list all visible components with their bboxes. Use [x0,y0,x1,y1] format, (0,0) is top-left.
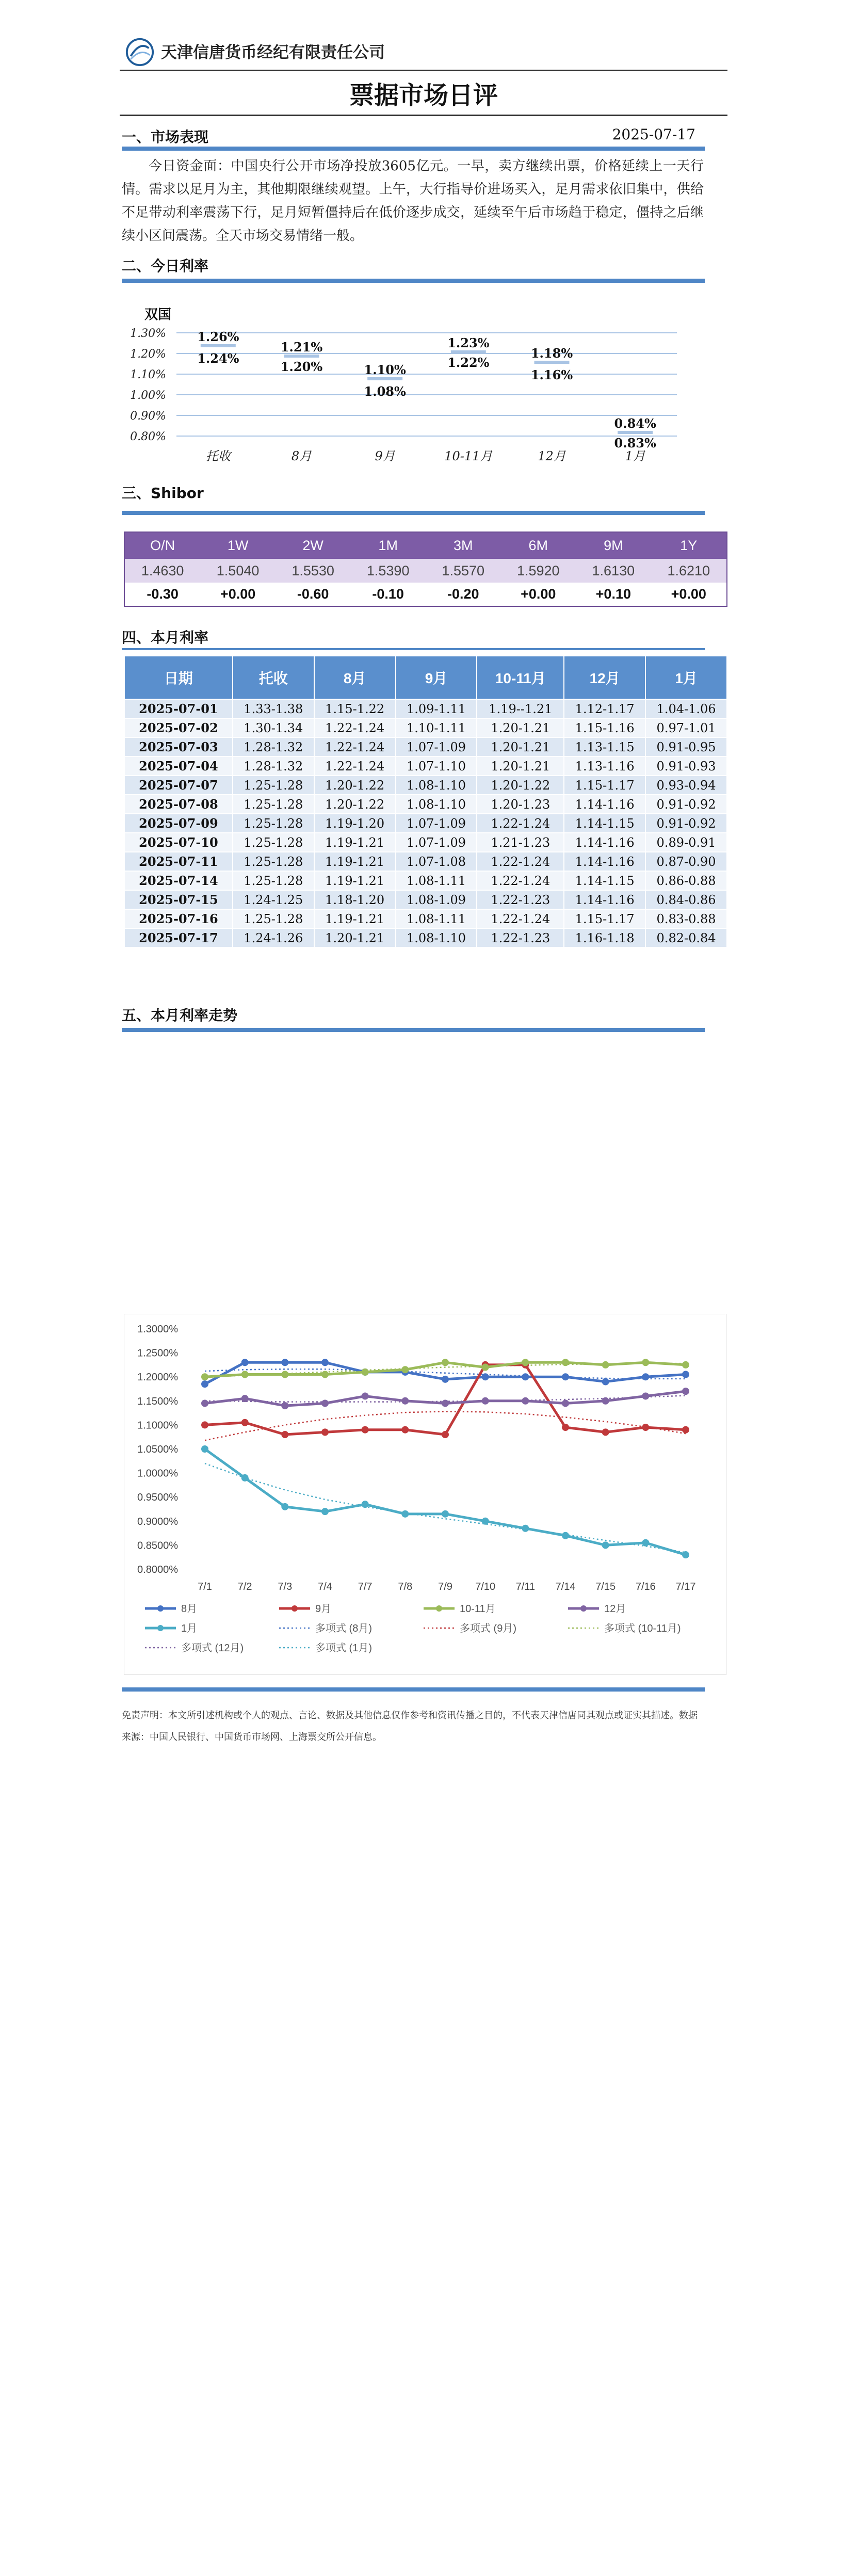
table-cell: 1.22-1.24 [314,737,396,756]
company-logo-icon [125,37,155,67]
data-point [401,1366,409,1373]
table-cell: 1.33-1.38 [233,699,314,718]
rate-low-label: 1.24% [197,351,239,366]
table-cell: 1.22-1.24 [314,756,396,776]
table-row [124,871,727,890]
table-cell: 1.22-1.24 [477,909,564,928]
table-cell: 1.07-1.09 [396,814,477,833]
legend-marker [157,1625,164,1631]
x-tick-label: 7/1 [198,1581,212,1592]
series-line [205,1449,686,1555]
data-point [442,1376,449,1383]
column-header: 9月 [396,656,477,699]
legend-label: 12月 [604,1603,626,1615]
table-cell: 1.19-1.21 [314,852,396,871]
table-cell: 1.08-1.10 [396,928,477,947]
table-cell: 0.89-0.91 [645,833,727,852]
table-cell: 1.22-1.23 [477,928,564,947]
trend-chart [124,1314,727,1676]
category-label: 12月 [538,449,566,463]
data-point [241,1474,249,1482]
section-heading-trend: 五、本月利率走势 [122,1007,238,1024]
x-tick-label: 7/16 [635,1581,656,1592]
table-cell: 1.20-1.22 [314,795,396,814]
table-cell: 1.13-1.16 [564,756,645,776]
legend-marker [157,1605,164,1612]
data-point [321,1359,329,1366]
table-cell-date: 2025-07-07 [124,776,233,795]
table-cell: 1.25-1.28 [233,795,314,814]
shibor-change: -0.30 [124,583,200,606]
x-tick-label: 7/14 [555,1581,576,1592]
table-cell: 1.07-1.10 [396,756,477,776]
data-point [482,1364,489,1371]
data-point [442,1431,449,1438]
table-cell: 0.86-0.88 [645,871,727,890]
category-label: 8月 [291,449,312,463]
table-row [124,890,727,909]
section-divider [122,279,705,283]
category-label: 10-11月 [444,449,493,463]
legend-label: 多项式 (9月) [460,1623,516,1634]
y-tick-label: 0.8500% [137,1540,178,1552]
data-point [201,1445,208,1453]
data-point [321,1371,329,1378]
table-row [124,718,727,737]
table-cell-date: 2025-07-14 [124,871,233,890]
data-point [602,1378,609,1386]
monthly-rate-table [124,655,727,948]
data-point [321,1508,329,1515]
table-row [124,852,727,871]
section-heading-today-rates: 二、今日利率 [122,257,209,275]
column-header: 10-11月 [477,656,564,699]
data-point [241,1419,249,1426]
shibor-change: -0.60 [276,583,351,606]
legend-label: 10-11月 [460,1603,496,1615]
table-cell-date: 2025-07-09 [124,814,233,833]
table-cell: 1.09-1.11 [396,699,477,718]
y-tick-label: 1.20% [130,348,166,361]
data-point [522,1373,529,1380]
monthly-table-body [124,699,727,947]
table-cell: 1.20-1.21 [477,756,564,776]
shibor-term: 1W [200,532,276,559]
legend-label: 多项式 (12月) [181,1643,244,1654]
legend-marker [292,1605,298,1612]
table-cell: 1.08-1.10 [396,795,477,814]
data-point [281,1431,288,1438]
table-cell: 1.19-1.21 [314,833,396,852]
table-cell: 1.12-1.17 [564,699,645,718]
y-tick-label: 1.1000% [137,1420,178,1431]
table-cell-date: 2025-07-08 [124,795,233,814]
data-point [642,1359,649,1366]
table-cell: 1.19-1.21 [314,871,396,890]
rate-low-label: 1.16% [530,367,573,382]
today-rate-chart [120,299,692,470]
rate-low-label: 1.08% [364,384,406,399]
shibor-term-row [124,532,727,559]
shibor-value: 1.5920 [501,559,576,583]
data-point [682,1361,689,1369]
rate-range-bar [618,431,653,434]
table-cell: 1.10-1.11 [396,718,477,737]
report-date: 2025-07-17 [612,126,695,143]
table-cell: 1.25-1.28 [233,871,314,890]
trend-chart-frame [124,1314,726,1675]
legend-marker [436,1605,442,1612]
rate-range-bar [451,350,486,353]
y-tick-label: 1.2000% [137,1372,178,1383]
report-header [120,32,727,71]
data-point [562,1399,569,1407]
table-cell: 1.24-1.25 [233,890,314,909]
table-cell: 1.07-1.09 [396,833,477,852]
section-heading-market: 一、市场表现 [122,128,209,146]
table-cell: 1.25-1.28 [233,833,314,852]
y-tick-label: 1.10% [130,368,166,381]
table-cell: 1.13-1.15 [564,737,645,756]
legend-label: 多项式 (8月) [315,1623,372,1634]
data-point [201,1373,208,1380]
rate-low-label: 1.22% [447,355,490,370]
table-cell: 0.87-0.90 [645,852,727,871]
company-name: 天津信唐货币经纪有限责任公司 [161,43,385,62]
x-tick-label: 7/2 [237,1581,252,1592]
shibor-value: 1.6210 [651,559,727,583]
x-tick-label: 7/10 [475,1581,496,1592]
column-header: 日期 [124,656,233,699]
table-cell: 1.22-1.24 [477,814,564,833]
table-row [124,756,727,776]
data-point [241,1395,249,1402]
table-cell-date: 2025-07-04 [124,756,233,776]
data-point [482,1397,489,1405]
market-commentary: 今日资金面：中国央行公开市场净投放3605亿元。一早，卖方继续出票，价格延续上一天行情。需求以足月为主，其他期限继续观望。上午，大行指导价进场买入，足月需求依旧集中，供给不足带动利率震荡下行，足月短暂僵持后在低价逐步成交，延续至午后市场趋于稳定，僵持之后继续小区间震荡。全天市场交易情绪一般。 [122,158,704,244]
rate-range-bar [201,344,236,347]
shibor-table [124,532,727,607]
y-tick-label: 1.0500% [137,1444,178,1455]
shibor-change: -0.10 [350,583,426,606]
column-header: 托收 [233,656,314,699]
data-point [642,1539,649,1547]
shibor-change: +0.10 [576,583,651,606]
section-heading-shibor: 三、Shibor [122,485,204,502]
table-cell: 1.07-1.09 [396,737,477,756]
table-cell: 1.19-1.21 [314,909,396,928]
data-point [281,1402,288,1409]
data-point [602,1541,609,1549]
table-cell: 1.25-1.28 [233,814,314,833]
data-point [321,1399,329,1407]
table-cell: 1.19-1.20 [314,814,396,833]
shibor-term: 6M [501,532,576,559]
rate-high-label: 0.84% [614,416,656,431]
x-tick-label: 7/7 [358,1581,373,1592]
shibor-change: +0.00 [501,583,576,606]
column-header: 1月 [645,656,727,699]
table-cell: 1.19--1.21 [477,699,564,718]
table-cell: 0.91-0.92 [645,795,727,814]
table-cell: 1.25-1.28 [233,852,314,871]
shibor-term: 1M [350,532,426,559]
data-point [562,1532,569,1539]
table-cell: 1.25-1.28 [233,776,314,795]
table-cell-date: 2025-07-10 [124,833,233,852]
shibor-term: 3M [426,532,501,559]
data-point [642,1373,649,1380]
section-divider [122,1687,705,1692]
table-cell: 1.20-1.22 [477,776,564,795]
table-cell: 1.04-1.06 [645,699,727,718]
data-point [682,1388,689,1395]
shibor-term: O/N [124,532,200,559]
table-row [124,699,727,718]
table-cell-date: 2025-07-17 [124,928,233,947]
table-row [124,833,727,852]
data-point [562,1424,569,1431]
section-divider [122,1028,705,1032]
table-cell: 1.18-1.20 [314,890,396,909]
legend-label: 多项式 (10-11月) [604,1623,681,1634]
table-cell: 1.20-1.21 [314,928,396,947]
data-point [401,1426,409,1434]
x-tick-label: 7/15 [595,1581,616,1592]
table-cell: 1.21-1.23 [477,833,564,852]
shibor-change: +0.00 [200,583,276,606]
table-cell: 1.22-1.24 [314,718,396,737]
table-cell: 1.20-1.23 [477,795,564,814]
y-tick-label: 1.30% [130,327,166,340]
disclaimer: 免责声明：本文所引述机构或个人的观点、言论、数据及其他信息仅作参考和资讯传播之目的，不代表天津信唐同其观点或证实其描述。数据来源：中国人民银行、中国货币市场网、上海票交所公开信息。 [122,1710,698,1743]
shibor-value: 1.5040 [200,559,276,583]
shibor-change: +0.00 [651,583,727,606]
rate-high-label: 1.26% [197,329,239,344]
data-point [522,1397,529,1405]
x-tick-label: 7/8 [398,1581,413,1592]
table-cell: 1.15-1.17 [564,776,645,795]
legend-marker [580,1605,587,1612]
table-cell: 1.14-1.15 [564,814,645,833]
y-tick-label: 0.90% [130,410,166,423]
table-cell: 1.22-1.23 [477,890,564,909]
legend-label: 8月 [181,1603,198,1615]
table-row [124,814,727,833]
data-point [241,1371,249,1378]
data-point [642,1424,649,1431]
y-tick-label: 1.3000% [137,1324,178,1335]
section-heading-monthly: 四、本月利率 [122,629,209,646]
table-row [124,795,727,814]
y-tick-label: 0.9500% [137,1492,178,1504]
category-label: 9月 [375,449,395,463]
data-point [201,1399,208,1407]
table-row [124,909,727,928]
data-point [281,1503,288,1510]
table-cell: 1.24-1.26 [233,928,314,947]
category-label: 1月 [625,449,645,463]
data-point [642,1392,649,1399]
table-cell: 1.28-1.32 [233,737,314,756]
data-point [562,1359,569,1366]
monthly-table-header [124,656,727,699]
table-row [124,928,727,947]
x-tick-label: 7/4 [318,1581,332,1592]
x-tick-label: 7/9 [438,1581,452,1592]
data-point [281,1359,288,1366]
table-cell: 1.28-1.32 [233,756,314,776]
table-cell-date: 2025-07-16 [124,909,233,928]
table-cell: 1.20-1.21 [477,737,564,756]
table-cell: 1.20-1.22 [314,776,396,795]
y-tick-label: 0.8000% [137,1564,178,1575]
table-cell: 1.20-1.21 [477,718,564,737]
rate-high-label: 1.10% [364,362,406,377]
data-point [401,1397,409,1405]
y-tick-label: 1.2500% [137,1347,178,1359]
table-cell: 0.82-0.84 [645,928,727,947]
shibor-term: 2W [276,532,351,559]
data-point [602,1397,609,1405]
y-tick-label: 1.0000% [137,1468,178,1479]
table-cell: 1.08-1.09 [396,890,477,909]
table-cell: 1.25-1.28 [233,909,314,928]
category-label: 托收 [205,449,231,463]
table-cell: 0.84-0.86 [645,890,727,909]
table-cell: 1.14-1.15 [564,871,645,890]
table-cell: 1.22-1.24 [477,852,564,871]
table-cell: 1.30-1.34 [233,718,314,737]
y-tick-label: 1.00% [130,389,166,402]
x-tick-label: 7/11 [515,1581,536,1592]
rate-high-label: 1.23% [447,335,490,350]
data-point [281,1371,288,1378]
data-point [602,1428,609,1436]
rate-range-bar [535,361,570,364]
page-title: 票据市场日评 [349,81,498,110]
y-tick-label: 0.9000% [137,1516,178,1527]
table-cell: 0.97-1.01 [645,718,727,737]
section-divider [122,147,705,151]
rate-low-label: 0.83% [614,436,656,450]
rate-low-label: 1.20% [280,359,323,374]
data-point [201,1421,208,1428]
data-point [362,1369,369,1376]
table-cell: 1.15-1.22 [314,699,396,718]
y-tick-label: 1.1500% [137,1395,178,1407]
rate-high-label: 1.21% [280,340,323,355]
table-cell: 0.93-0.94 [645,776,727,795]
table-cell: 1.22-1.24 [477,871,564,890]
shibor-value: 1.4630 [124,559,200,583]
rate-chart-label: 双国 [144,307,172,323]
shibor-term: 9M [576,532,651,559]
section-divider [122,648,705,650]
shibor-value: 1.5530 [276,559,351,583]
data-point [682,1426,689,1434]
shibor-change-row [124,583,727,606]
table-cell: 1.14-1.16 [564,795,645,814]
data-point [602,1361,609,1369]
table-cell-date: 2025-07-03 [124,737,233,756]
column-header: 12月 [564,656,645,699]
data-point [362,1426,369,1434]
x-tick-label: 7/17 [675,1581,696,1592]
table-cell: 1.15-1.17 [564,909,645,928]
shibor-change: -0.20 [426,583,501,606]
rate-range-bar [367,377,402,380]
rate-high-label: 1.18% [530,346,573,361]
shibor-value: 1.6130 [576,559,651,583]
shibor-value: 1.5390 [350,559,426,583]
table-cell-date: 2025-07-02 [124,718,233,737]
data-point [401,1510,409,1518]
shibor-term: 1Y [651,532,727,559]
table-cell: 1.07-1.08 [396,852,477,871]
data-point [321,1428,329,1436]
data-point [482,1373,489,1380]
data-point [442,1359,449,1366]
table-cell: 1.14-1.16 [564,833,645,852]
table-cell: 1.08-1.11 [396,871,477,890]
legend-label: 多项式 (1月) [315,1643,372,1654]
table-cell: 1.15-1.16 [564,718,645,737]
table-cell: 1.08-1.11 [396,909,477,928]
table-cell: 1.08-1.10 [396,776,477,795]
title-divider [120,115,727,116]
shibor-value-row [124,559,727,583]
table-cell: 0.83-0.88 [645,909,727,928]
data-point [682,1551,689,1558]
section-divider [122,511,705,515]
data-point [241,1359,249,1366]
data-point [362,1392,369,1399]
data-point [522,1525,529,1532]
shibor-value: 1.5570 [426,559,501,583]
table-cell-date: 2025-07-11 [124,852,233,871]
table-cell: 0.91-0.95 [645,737,727,756]
data-point [522,1359,529,1366]
data-point [562,1373,569,1380]
table-row [124,737,727,756]
table-cell: 0.91-0.93 [645,756,727,776]
table-cell: 0.91-0.92 [645,814,727,833]
column-header: 8月 [314,656,396,699]
rate-range-bar [284,355,319,358]
data-point [482,1518,489,1525]
table-cell: 1.16-1.18 [564,928,645,947]
data-point [201,1380,208,1388]
table-cell: 1.14-1.16 [564,890,645,909]
data-point [442,1510,449,1518]
table-cell-date: 2025-07-01 [124,699,233,718]
y-tick-label: 0.80% [130,430,166,443]
table-row [124,776,727,795]
legend-label: 9月 [315,1603,332,1615]
legend-label: 1月 [181,1623,198,1634]
x-tick-label: 7/3 [278,1581,293,1592]
table-cell: 1.14-1.16 [564,852,645,871]
data-point [682,1371,689,1378]
data-point [442,1399,449,1407]
trendline [205,1463,686,1552]
data-point [362,1501,369,1508]
table-cell-date: 2025-07-15 [124,890,233,909]
